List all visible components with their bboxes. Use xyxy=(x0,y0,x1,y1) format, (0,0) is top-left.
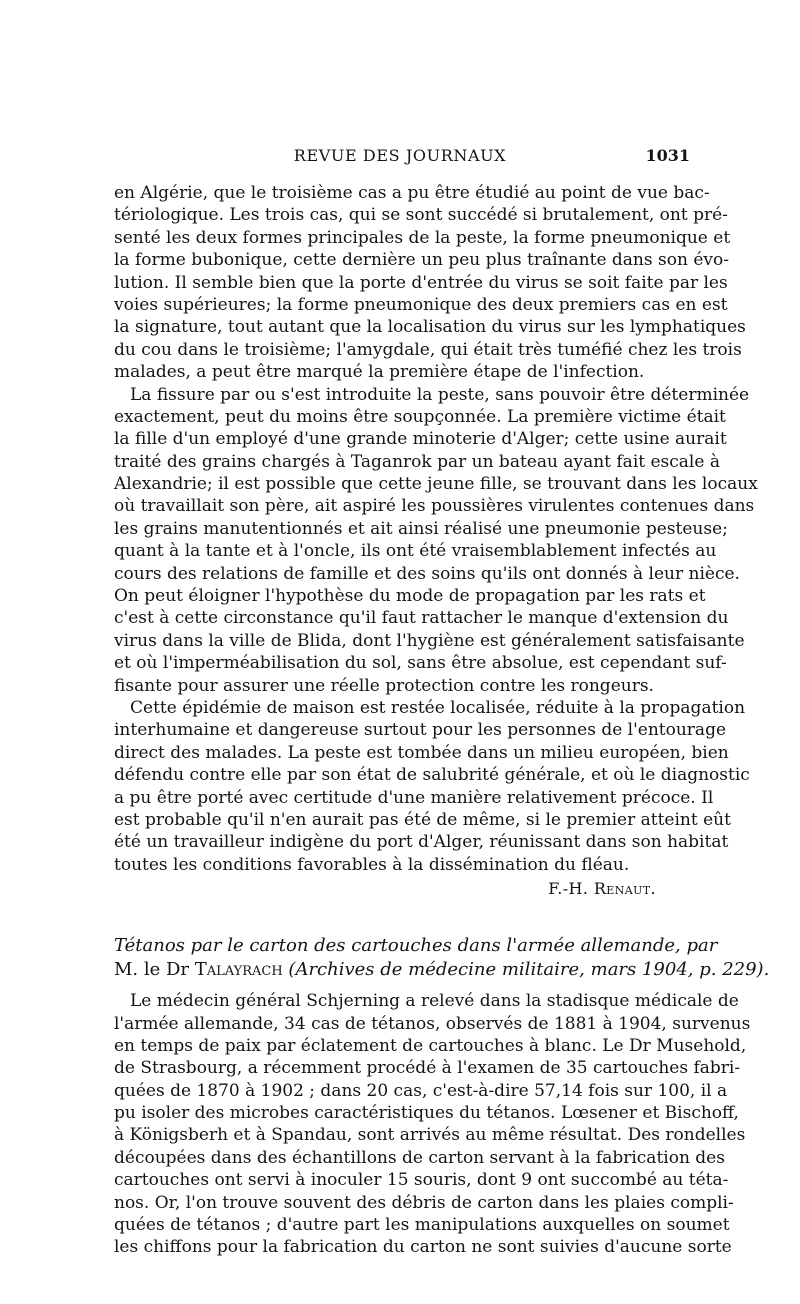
running-title: REVUE DES JOURNAUX xyxy=(293,146,507,165)
text-line: cartouches ont servi à inoculer 15 souris, dont 9 ont succombé au téta- xyxy=(114,1170,729,1191)
text-line: On peut éloigner l'hypothèse du mode de propagation par les rats et xyxy=(114,586,706,607)
text-line: défendu contre elle par son état de salubrité générale, et où le diagnostic xyxy=(114,765,750,786)
article-author: Talayrach xyxy=(194,959,283,981)
article1-paragraph1 xyxy=(114,182,746,384)
text-line: exactement, peut du moins être soupçonnée. La première victime était xyxy=(114,406,726,427)
text-line: Le médecin général Schjerning a relevé dans la stadisque médicale de xyxy=(130,991,739,1012)
running-header xyxy=(114,146,690,168)
text-line: fisante pour assurer une réelle protection contre les rongeurs. xyxy=(114,675,654,696)
text-line: et où l'imperméabilisation du sol, sans être absolue, est cependant suf- xyxy=(114,653,727,674)
text-line: La fissure par ou s'est introduite la peste, sans pouvoir être déterminée xyxy=(130,384,750,405)
text-line: pu isoler des microbes caractéristiques du tétanos. Lœsener et Bischoff, xyxy=(114,1103,739,1124)
article-title xyxy=(114,934,770,982)
article-title-line xyxy=(114,958,770,982)
text-line: où travaillait son père, ait aspiré les poussières virulentes contenues dans xyxy=(114,496,755,517)
text-line: malades, a peut être marqué la première étape de l'infection. xyxy=(114,362,645,383)
text-line: nos. Or, l'on trouve souvent des débris de carton dans les plaies compli- xyxy=(114,1192,734,1213)
text-line: été un travailleur indigène du port d'Alger, réunissant dans son habitat xyxy=(114,832,729,853)
text-line: la fille d'un employé d'une grande minoterie d'Alger; cette usine aurait xyxy=(114,429,727,450)
article-source: (Archives de médecine militaire, mars 1904, p. 229). xyxy=(282,959,770,981)
article-author-prefix: M. le Dr xyxy=(114,959,195,981)
text-line: quant à la tante et à l'oncle, ils ont été vraisemblablement infectés au xyxy=(114,541,717,562)
text-line: cours des relations de famille et des soins qu'ils ont donnés à leur nièce. xyxy=(114,563,740,584)
book-page xyxy=(114,146,770,1259)
article-title-line xyxy=(114,934,718,958)
text-line: en temps de paix par éclatement de cartouches à blanc. Le Dr Musehold, xyxy=(114,1035,747,1056)
text-line: traité des grains chargés à Taganrok par un bateau ayant fait escale à xyxy=(114,451,720,472)
text-line: c'est à cette circonstance qu'il faut rattacher le manque d'extension du xyxy=(114,608,729,629)
text-line: quées de tétanos ; d'autre part les manipulations auxquelles on soumet xyxy=(114,1215,730,1236)
text-line: Alexandrie; il est possible que cette jeune fille, se trouvant dans les locaux xyxy=(114,474,758,495)
text-line: du cou dans le troisième; l'amygdale, qui était très tuméfié chez les trois xyxy=(114,339,742,360)
text-line: quées de 1870 à 1902 ; dans 20 cas, c'est-à-dire 57,14 fois sur 100, il a xyxy=(114,1080,728,1101)
text-line: découpées dans des échantillons de carton servant à la fabrication des xyxy=(114,1147,725,1168)
spacer xyxy=(114,982,686,990)
text-line: direct des malades. La peste est tombée dans un milieu européen, bien xyxy=(114,742,729,763)
article1-paragraph3 xyxy=(114,697,750,876)
text-line: à Königsberh et à Spandau, sont arrivés au même résultat. Des rondelles xyxy=(114,1125,746,1146)
text-line: de Strasbourg, a récemment procédé à l'examen de 35 cartouches fabri- xyxy=(114,1058,741,1079)
text-line: voies supérieures; la forme pneumonique des deux premiers cas en est xyxy=(114,294,728,315)
article2-paragraph1 xyxy=(114,990,751,1259)
text-line: a pu être porté avec certitude d'une manière relativement précoce. Il xyxy=(114,787,714,808)
text-line: l'armée allemande, 34 cas de tétanos, observés de 1881 à 1904, survenus xyxy=(114,1013,751,1034)
text-line: est probable qu'il n'en aurait pas été de même, si le premier atteint eût xyxy=(114,809,731,830)
text-line: toutes les conditions favorables à la dissémination du fléau. xyxy=(114,854,630,875)
text-line: les chiffons pour la fabrication du carton ne sont suivies d'aucune sorte xyxy=(114,1237,732,1258)
text-line: la signature, tout autant que la localisation du virus sur les lymphatiques xyxy=(114,317,746,338)
article-title-text: Tétanos par le carton des cartouches dans l'armée allemande, par xyxy=(114,935,718,957)
text-line: Cette épidémie de maison est restée localisée, réduite à la propagation xyxy=(130,697,746,718)
article1-paragraph2 xyxy=(114,384,758,697)
text-line: les grains manutentionnés et ait ainsi réalisé une pneumonie pesteuse; xyxy=(114,518,728,539)
page-number: 1031 xyxy=(645,146,690,165)
author-signature: F.-H. Renaut. xyxy=(548,879,656,899)
text-line: lution. Il semble bien que la porte d'entrée du virus se soit faite par les xyxy=(114,272,728,293)
text-line: la forme bubonique, cette dernière un peu plus traînante dans son évo- xyxy=(114,250,729,271)
text-line: virus dans la ville de Blida, dont l'hygiène est généralement satisfaisante xyxy=(114,630,745,651)
text-line: interhumaine et dangereuse surtout pour les personnes de l'entourage xyxy=(114,720,727,741)
text-line: en Algérie, que le troisième cas a pu être étudié au point de vue bac- xyxy=(114,183,710,203)
text-line: senté les deux formes principales de la peste, la forme pneumonique et xyxy=(114,227,731,248)
text-line: tériologique. Les trois cas, qui se sont succédé si brutalement, ont pré- xyxy=(114,205,728,226)
